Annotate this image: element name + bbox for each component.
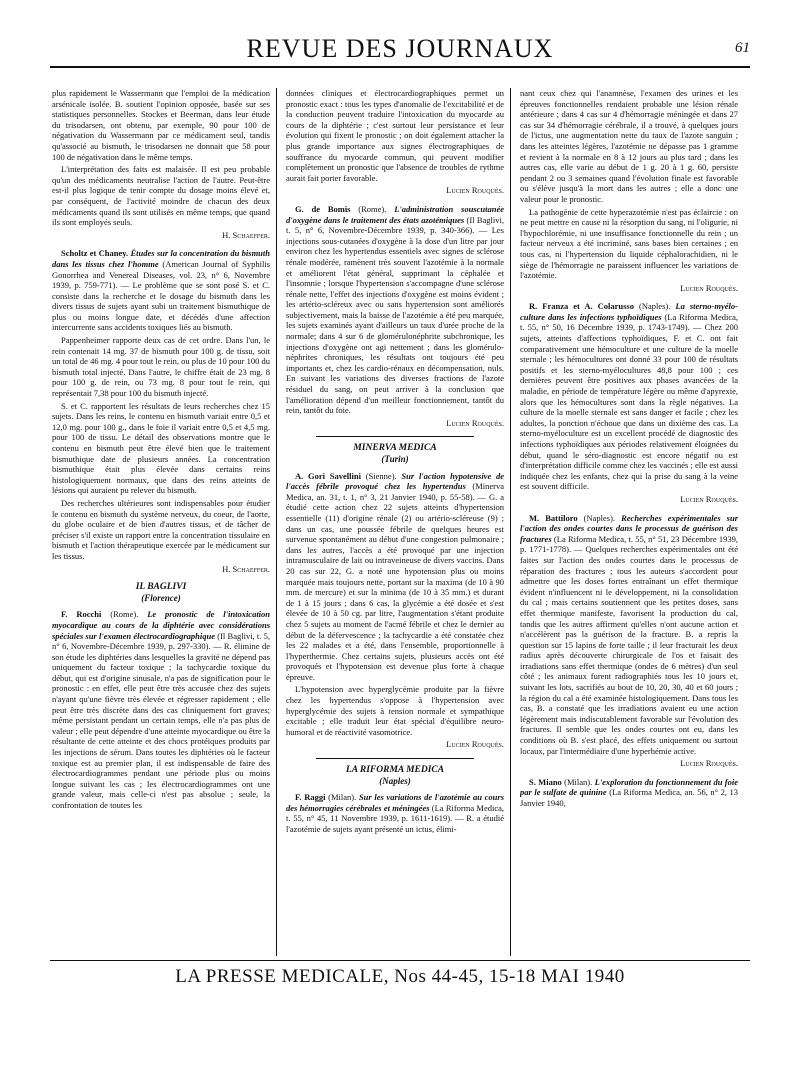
section-rule xyxy=(316,758,474,759)
article-title: La sterno-myélo-culture dans les infections typhoïdiques xyxy=(520,301,738,322)
article-battiloro xyxy=(520,513,738,757)
signature: Lucien Rouquès. xyxy=(680,282,738,293)
article-author: Scholtz et Chaney. xyxy=(61,248,129,259)
column-1 xyxy=(52,88,270,956)
paragraph: plus rapidement le Wassermann que l'emploi de la médication arsénicale isolée. B. soutient l'opinion opposée, basée sur ses statistiques personnelles. Stockes et Beerman, dans leur étude du trisodarsen, ont obtenu, par exemple, 90 pour 100 de négativation du Wassermann par ce médicament seul, tandis qu'associé au bismuth, le trisodarsen ne donnait que 58 pour 100 de négativation dans le même temps. xyxy=(52,88,270,162)
article-author: M. Battiloro xyxy=(529,512,578,523)
article-title: L'administration souscutanée d'oxygène dans le traitement des états azotémiques xyxy=(286,203,504,225)
journal-city: (Turin) xyxy=(381,454,409,464)
article-author: F. Raggi xyxy=(295,792,326,803)
page-number: 61 xyxy=(735,40,750,56)
article-raggi xyxy=(286,792,504,834)
article-location: (Sienne). xyxy=(365,470,397,481)
article-body: (Minerva Medica, an. 31, t. 1, n° 3, 21 Janvier 1940, p. 55-58). — G. a étudié cette action chez 22 sujets atteints d'hypertension essentielle (11) d'origine rénale (2) ou artério-scléreuse (9) ; dans un cas, une poussée fébrile de quelques heures est survenue spontanément au début d'une congestion pulmonaire ; dans les autres, l'accès a été provoqué par une injection intramusculaire de lait ou intraveineuse de divers vaccins. Dans 20 cas sur 22, G. a noté une hypotension plus ou moins marquée mais toujours nette, portant sur la maxima (de 10 à 90 mm. de mercure) et sur la minima (de 10 à 35 mm.) et durant de 1 à 15 jours ; dans 6 cas, la glycémie a été dosée et s'est élevée de 10 à 50 cg. par litre, l'augmentation s'étant produite chez 5 sujets au moment de l'acmé fébrile et chez le dernier au début de la défervescence ; la tachycardie a été constatée chez les 22 malades et a été, dans l'ensemble, proportionnelle à l'hyperthermie. Chez certains sujets, plusieurs accès ont été provoqués et l'hypotension est devenue plus forte à chaque épreuve. xyxy=(286,481,504,682)
article-location: (Rome). xyxy=(110,609,139,620)
article-body: (Il Baglivi, t. 5, n° 6, Novembre-Décembre 1939, p. 340-366). — Les injections sous-cutanées d'oxygène à la dose d'un litre par jour environ chez les hypertendus essentiels avec signes de sclérose rénale modérée, ramènent très souvent l'azotémie à la normale et améliorent l'état général, supprimant la céphalée et l'insomnie ; lorsque l'hypertension s'accompagne d'une sclérose rénale nette, l'effet des injections d'oxygène est moins évident ; les artério-scléreux avec ou sans hypertension sont améliorés subjectivement, mais la baisse de l'azotémie a été peu marquée, les sujets examinés ayant d'ailleurs un taux d'urée proche de la normale; dans 4 sur 6 de glomérulonéphrite subchronique, les injections d'oxygène ont agi nettement ; dans les glomérulo-néphrites chroniques, les résultats ont toujours été peu importants et, chez les cardio-rénaux en décompensation, nuls. En suivant les variations des diverses fractions de l'azote résiduel du sang, on peut arriver à la conclusion que l'amélioration dépend d'un meilleur fonctionnement, tantôt du rein, tantôt du foie. xyxy=(286,214,504,416)
article-location: (Naples). xyxy=(639,301,671,312)
header-rule xyxy=(50,66,750,68)
paragraph: Des recherches ultérieures sont indispensables pour étudier le contenu en bismuth du système nerveux, du coeur, de l'aorte, du globe oculaire et de bien d'autres tissus, et de tâcher de préciser s'il existe un rapport entre la concentration tissulaire en bismuth et l'action thérapeutique exercée par le médicament sur les tissus. xyxy=(52,497,270,561)
article-body: (La Riforma Medica, an. 56, n° 2, 13 Janvier 1940, xyxy=(520,787,738,808)
paragraph: L'interprétation des faits est malaisée. Il est peu probable qu'un des médicaments neutralise l'action de l'autre. Peut-être est-il plus logique de tenir compte du dosage moins élevé et, par conséquent, de l'activité moindre de chacun des deux médicaments quand ils sont utilisés en même temps, que quand ils sont employés seuls. xyxy=(52,164,270,228)
page-header xyxy=(50,34,750,68)
paragraph: nant ceux chez qui l'anamnèse, l'examen des urines et les épreuves fonctionnelles rendaient probable une lésion rénale antérieure ; dans 4 cas sur 4 d'hémorragie méningée et dans 27 cas sur 34 d'hémorragie cérébrale, il a trouvé, à quelques jours de l'ictus, une augmentation nette du taux de l'azote sanguin ; dans les atteintes légères, l'azotémie ne dépasse pas 1 gramme et revient à la normale en 8 à 12 jours au plus tard ; dans les autres cas, elle varie au début de 1 g. 20 à 1 g. 60, persiste pendant 2 ou 3 semaines quand l'évolution finale est favorable ou s'élève jusqu'à la mort dans les autres ; elle a donc une valeur pour le pronostic. xyxy=(520,88,738,204)
article-body: (Il Baglivi, t. 5, n° 6, Novembre-Décembre 1939, p. 297-330). — R. élimine de son étude les diphtéries dans lesquelles la gravité ne dépend pas uniquement du facteur toxique ; la tachycardie toxique du début, qui est d'origine sinusale, n'a pas de signification pour le pronostic : en effet, elle peut être très accusée chez des sujets n'ayant qu'une fièvre très élevée et régresser rapidement ; elle peut être très discrète dans des cas cliniquement fort graves; même persistant pendant un certain temps, elle n'a pas plus de valeur ; elle peut dépendre d'une atteinte myocardique ou être la résultante de cette atteinte et des chocs protéiques produits par les injections de sérum. Dans toutes les diphtéries où le facteur toxique est au premier plan, il est indispensable de faire des électrocardiogrammes pendant une période plus ou moins longue suivant les cas ; les électrocardiogrammes ont une grande valeur, mais celle-ci n'est pas absolue ; seule, la confrontation de toutes les xyxy=(52,630,270,810)
article-title: Études sur la concentration du bismuth dans les tissus chez l'homme xyxy=(52,248,270,269)
signature: Lucien Rouquès. xyxy=(680,758,738,769)
article-location: (Milan). xyxy=(564,776,593,787)
signature: Lucien Rouquès. xyxy=(446,185,504,196)
article-rocchi xyxy=(52,609,270,810)
article-body: (La Riforma Medica, t. 55, n° 50, 16 Décembre 1939, p. 1743-1749). — Chez 200 sujets, atteints d'affections typhoïdiques, F. et C. ont fait comparativement une hémoculture et une culture de la moelle sternale ; les hémocultures ont donné 33 pour 100 de résultats positifs et les sterno-myélocultures 48,8 pour 100 ; ces dernières peuvent être positives aux phases avancées de la maladie, en période de température légère ou même d'apyrexie, alors que les hémocultures sont dans la règle négatives. La culture de la moelle sternale est sans danger et facile ; chez les adultes, la ponction n'échoue que dans un dixième des cas. La sterno-myéloculture est un excellent procédé de diagnostic des infections typhoïdiques aux périodes relativement éloignées du début, quand le séro-diagnostic est encore négatif ou est d'interprétation difficile comme chez les vaccinés ; elle est aussi indiquée chez les enfants, chez qui la prise du sang à la veine est souvent difficile. xyxy=(520,311,738,492)
article-author: G. de Bomis xyxy=(295,203,351,214)
article-author: R. Franza et A. Colarusso xyxy=(529,301,634,312)
section-rule xyxy=(316,436,474,437)
paragraph: L'hypotension avec hyperglycémie produite par la fièvre chez les hypertendus s'oppose à l'hypertension avec hyperglycémie des sujets à tension normale et sympathique excitable ; elle traduit leur état spécial d'équilibre neuro-humoral et de réactivité vasomotrice. xyxy=(286,684,504,737)
page-footer: LA PRESSE MEDICALE, Nos 44-45, 15-18 MAI 1940 xyxy=(175,966,625,987)
column-3 xyxy=(520,88,738,956)
article-location: (Milan). xyxy=(328,792,357,803)
article-author: F. Rocchi xyxy=(61,609,102,620)
article-de-bomis xyxy=(286,204,504,416)
paragraph: données cliniques et électrocardiographiques permet un pronostic exact : tous les types d'anomalie de l'excitabilité et de la conduction peuvent traduire l'intoxication du myocarde au cours de la diphtérie ; c'est surtout leur persistance et leur évolution qui fixent le pronostic ; on doit également attacher la plus grande importance aux signes électrographiques de souffrance du myocarde commun, qui peuvent modifier complètement un pronostic que l'absence de troubles de rythme aurait fait porter favorable. xyxy=(286,88,504,183)
paragraph: La pathogénie de cette hyperazotémie n'est pas éclaircie : on ne peut mettre en cause ni la résorption du sang, ni l'oligurie, ni l'hypochlorémie, ni une insuffisance fonctionnelle du rein ; un facteur nerveux a été incriminé, sans bases bien certaines ; en tous cas, ni l'hypertension du liquide céphalorachidien, ni le siège de l'hémorragie ne paraissent influencer les variations de l'azotémie. xyxy=(520,206,738,281)
article-author: A. Gori Savellini xyxy=(295,470,361,481)
article-title: Sur l'action hypotensive de l'accès fébrile provoqué chez les hypertendus xyxy=(286,470,504,492)
article-location: (Naples). xyxy=(583,512,616,523)
article-gori-savellini xyxy=(286,471,504,683)
paragraph: S. et C. rapportent les résultats de leurs recherches chez 15 sujets. Dans les reins, le contenu en bismuth variait entre 0,5 et 12,0 mg. pour 100 g., dans le foie il variait entre 0,5 et 4,5 mg. pour 100 de tissu. Le détail des observations montre que le contenu en bismuth peut être élevé bien que le traitement bismuthique date de plusieurs années. La concentration bismuthique était plus élevée dans certains reins histologiquement normaux, que dans des reins atteints de lésions qui auraient pu relever du bismuth. xyxy=(52,400,270,496)
column-2 xyxy=(286,88,504,956)
signature: Lucien Rouquès. xyxy=(446,739,504,750)
article-author: S. Miano xyxy=(529,776,562,787)
article-body: (La Riforma Medica, t. 55, n° 45, 11 Novembre 1939, p. 1611-1619). — R. a étudié l'azotémie de sujets ayant présenté un ictus, élimi- xyxy=(286,802,504,834)
signature: Lucien Rouquès. xyxy=(680,493,738,504)
article-title: L'exploration du fonctionnement du foie par le sulfate de quinine xyxy=(520,776,738,798)
running-title: REVUE DES JOURNAUX xyxy=(246,34,554,63)
article-location: (Rome). xyxy=(358,203,387,214)
signature: Lucien Rouquès. xyxy=(446,417,504,428)
signature: H. Schaeffer. xyxy=(222,229,270,240)
column-divider xyxy=(510,88,511,956)
article-franza xyxy=(520,301,738,492)
article-scholtz xyxy=(52,248,270,333)
article-title: Recherches expérimentales sur l'action des ondes courtes dans le processus de guérison des fractures xyxy=(520,512,738,544)
article-title: Le pronostic de l'intoxication myocardique au cours de la diphtérie avec considérations spéciales sur l'examen électrocardiographique xyxy=(52,609,270,641)
journal-heading: MINERVA MEDICA xyxy=(353,443,437,454)
article-body: (American Journal of Syphilis Gonorrhea and Venereal Diseases, vol. 23, n° 6, Novembre 1939, p. 759-771). — Le problème que se sont posé S. et C. consiste dans la recherche et le dosage du bismuth dans les divers tissus de sujets ayant subi un traitement bismuthique de plus ou moins longue date, et décédés d'une affection intercurrente sans accidents toxiques liés au bismuth. xyxy=(52,258,270,333)
journal-city: (Florence) xyxy=(141,592,181,603)
column-divider xyxy=(276,88,277,956)
journal-heading: LA RIFORMA MEDICA xyxy=(345,765,445,776)
paragraph: Pappenheimer rapporte deux cas de cet ordre. Dans l'un, le rein contenait 14 mg. 37 de bismuth pour 100 g. de tissu, soit un total de 46 mg. 4 pour tout le rein, ou plus de 10 pour 100 du bismuth total injecté. Dans l'autre, le chiffre était de 23 mg. 8 pour 100 g. de rein, ou 73 mg. 8 pour tout le rein, qui représentait 7,38 pour 100 du bismuth injecté. xyxy=(52,335,270,399)
footer-rule xyxy=(50,960,750,961)
article-miano xyxy=(520,777,738,809)
signature: H. Schaeffer. xyxy=(222,563,270,574)
journal-city: (Naples) xyxy=(379,775,411,786)
journal-heading: IL BAGLIVI xyxy=(135,582,187,593)
article-title: Sur les variations de l'azotémie au cours des hémorragies cérébrales et méningées xyxy=(286,792,504,813)
article-body: (La Riforma Medica, t. 55, n° 51, 23 Décembre 1939, p. 1771-1778). — Quelques recherches expérimentales ont été faites sur l'action des ondes courtes dans le processus de réparation des fractures ; tous les auteurs s'accordent pour admettre que les doses fortes entraînant un effet thermique évident n'influencent ni le développement, ni la consolidation du cal ; mais certains soutiennent que les petites doses, sans effet thermique manifeste, favorisent la production du cal, tandis que les autres affirment qu'elles n'ont aucune action et n'accélèrent pas la guérison de la fracture. B. a repris la question sur 15 lapins de forte taille ; il leur fracturait les deux radius après découverte chirurgicale de l'os et faisait des irradiations sans effet thermique (ondes de 6 mètres) d'un seul côté ; les animaux furent radiographiés tous les 10 jours et, suivant les lots, sacrifiés au bout de 10, 20, 30, 40 et 60 jours ; la région du cal a été examinée histologiquement. Dans tous les cas, B. a constaté que les irradiations avaient eu une action légèrement mais indiscutablement favorable sur l'évolution des fractures. Il semble que les ondes courtes ont eu, dans les conditions où B. s'est placé, des effets uniquement ou surtout locaux, par l'intermédiaire d'une hyperhémie active. xyxy=(520,533,738,756)
